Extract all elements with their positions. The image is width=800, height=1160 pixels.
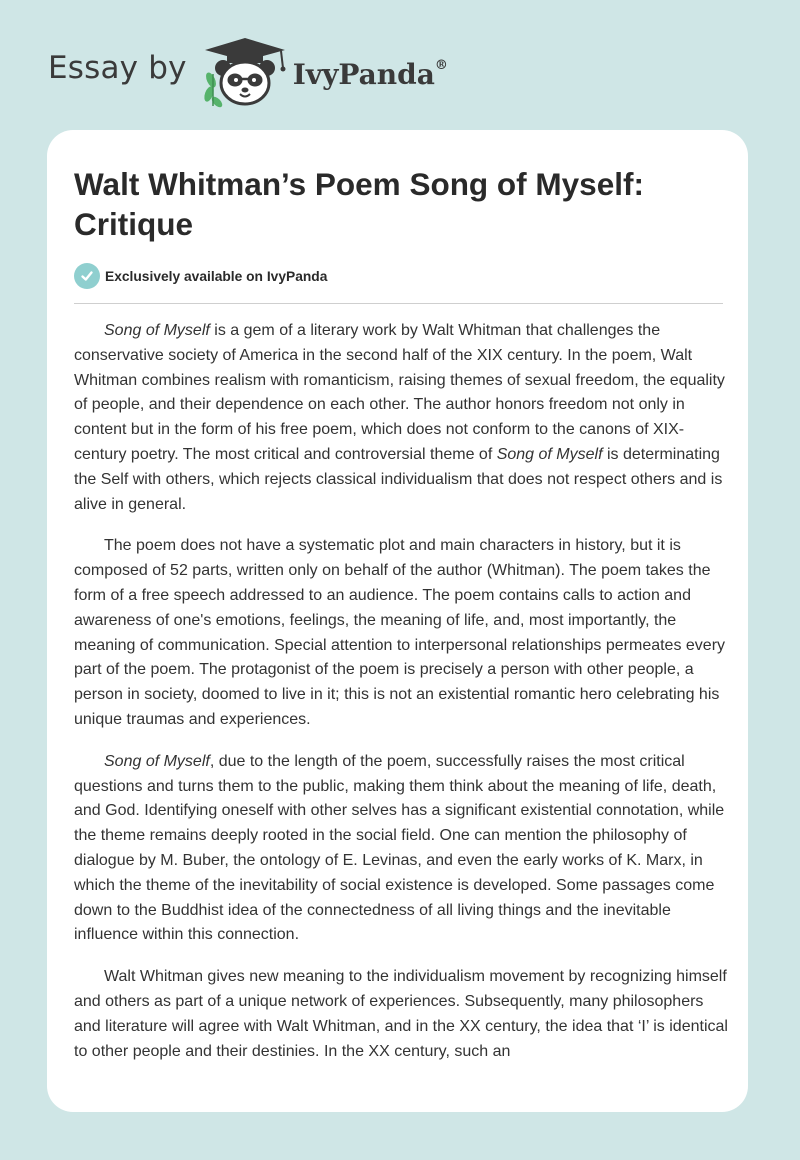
paragraph-text: , due to the length of the poem, successfully raises the most critical questions and turns them to the public, making them think about the meaning of life, death, and God. Identifying oneself with other selves has a significant existential connotation, while the theme remains deeply rooted in the social field. One can mention the philosophy of dialogue by M. Buber, the ontology of E. Levinas, and even the early works of K. Marx, in which the theme of the inevitability of social existence is developed. Some passages come down to the Buddhist idea of the connectedness of all living things and the inevitable influence within this connection.	[74, 752, 725, 944]
paragraph	[74, 534, 734, 732]
italic-title-text: Song of Myself	[104, 322, 210, 339]
essay-title: Walt Whitman’s Poem Song of Myself: Critique	[74, 166, 644, 242]
badge-label: Exclusively available on IvyPanda	[105, 268, 328, 284]
divider	[74, 303, 723, 304]
essay-body	[74, 319, 734, 1081]
paragraph-text: Walt Whitman gives new meaning to the individualism movement by recognizing himself and others as part of a unique network of experiences. Subsequently, many philosophers and literature will agree with Walt Whitman, and in the XX century, the idea that ‘I’ is identical to other people and their destinies. In the XX century, such an	[74, 968, 728, 1060]
italic-title-text: Song of Myself	[496, 445, 603, 463]
exclusive-badge	[74, 263, 327, 289]
essay-card	[47, 130, 748, 1112]
brand-header	[48, 36, 448, 108]
paragraph-text: The poem does not have a systematic plot and main characters in history, but it is composed of 52 parts, written only on behalf of the author (Whitman). The poem takes the form of a free speech addressed to an audience. The poem contains calls to action and awareness of one's emotions, feelings, the meaning of life, and, most importantly, the meaning of communication. Special attention to interpersonal relationships permeates every part of the poem. The protagonist of the poem is precisely a person with other people, a person in society, doomed to live in it; this is not an existential romantic hero celebrating his unique traumas and experiences.	[74, 537, 726, 728]
brand-prefix: Essay by	[48, 50, 187, 86]
brand-name: IvyPanda®	[292, 57, 448, 91]
check-circle-icon	[74, 263, 100, 289]
paragraph	[74, 319, 734, 517]
italic-title-text: Song of Myself	[104, 752, 210, 770]
paragraph-text: is a gem of a literary work by Walt Whitman that challenges the conservative society of America in the second half of the XIX century. In the poem, Walt Whitman combines realism with romanticism, raising themes of sexual freedom, the equality of people, and their dependence on each other. The author honors freedom not only in content but in the form of his free poem, which does not conform to the canons of XIX-century poetry. The most critical and controversial theme of	[74, 322, 725, 463]
paragraph-text: is determinating the Self with others, which rejects classical individualism that does not respect others and is alive in general.	[74, 445, 723, 513]
paragraph	[74, 965, 734, 1064]
panda-graduate-icon	[201, 36, 291, 108]
paragraph	[74, 750, 734, 948]
